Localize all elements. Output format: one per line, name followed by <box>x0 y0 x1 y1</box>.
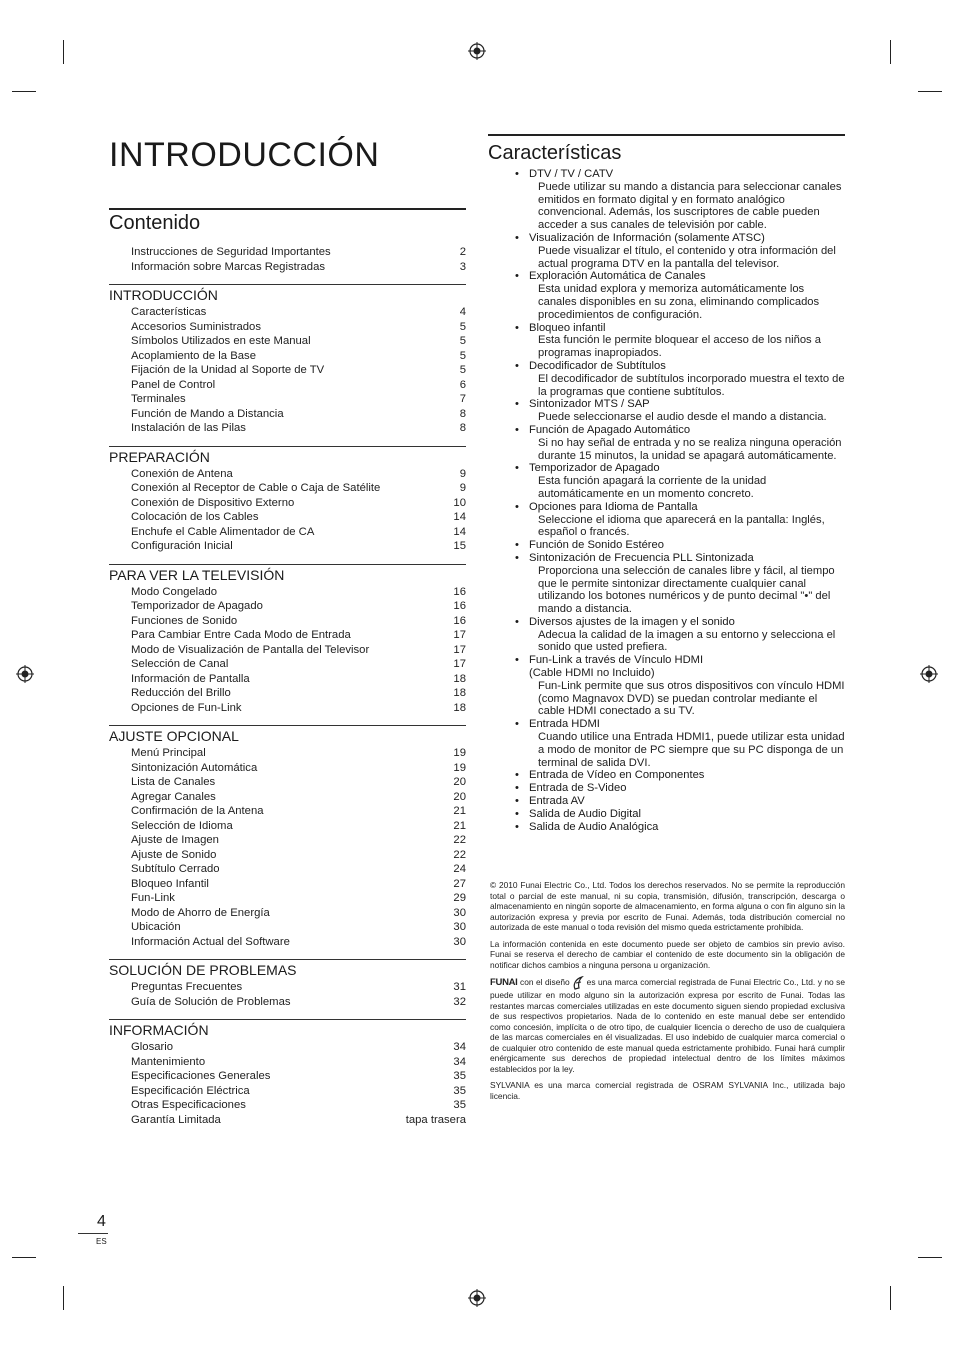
feature-description: Si no hay señal de entrada y no se realiza ninguna operación durante 15 minutos, la unidad se apagará automáticamente. <box>538 436 842 462</box>
toc-row-label: Conexión al Receptor de Cable o Caja de Satélite <box>131 482 381 494</box>
features-section <box>488 134 845 833</box>
crop-mark <box>890 40 891 64</box>
toc-row-page: 30 <box>453 921 466 933</box>
toc-row-page: 16 <box>453 585 466 598</box>
toc-row <box>109 819 466 834</box>
toc-row-label: Características <box>131 306 207 318</box>
feature-title: Salida de Audio Analógica <box>529 820 659 833</box>
toc-row-label: Para Cambiar Entre Cada Modo de Entrada <box>131 629 351 641</box>
legal-notice <box>490 880 845 1107</box>
toc-row <box>109 614 466 629</box>
feature-title: Fun-Link a través de Vínculo HDMI <box>529 654 704 667</box>
features-list <box>488 168 845 833</box>
funai-logo: FUNAI <box>490 977 518 989</box>
bullet-icon: • <box>515 168 519 180</box>
toc-row-label: Especificaciones Generales <box>131 1070 271 1082</box>
toc-row-page: 14 <box>453 525 466 538</box>
page-number: 4 <box>97 1213 106 1230</box>
toc-row-page: 21 <box>453 805 466 817</box>
toc-row <box>109 628 466 643</box>
toc-row-page: 18 <box>453 701 466 714</box>
bullet-icon: • <box>515 359 519 372</box>
feature-title: Visualización de Información (solamente ATSC) <box>529 231 765 244</box>
feature-description: El decodificador de subtítulos incorporado muestra el texto de la programas que contiene subtítulos. <box>538 372 845 398</box>
crop-mark <box>63 40 64 64</box>
toc-row <box>109 421 466 436</box>
toc-row <box>109 320 466 335</box>
toc-row <box>109 467 466 482</box>
feature-item <box>488 322 845 360</box>
toc-row-label: Selección de Canal <box>131 658 229 670</box>
bullet-icon: • <box>515 231 519 244</box>
toc-row <box>109 260 466 275</box>
toc-row <box>109 305 466 320</box>
toc-row-label: Garantía Limitada <box>131 1113 221 1126</box>
toc-row-label: Opciones de Fun-Link <box>131 701 242 714</box>
toc-row <box>109 1069 466 1084</box>
toc-row <box>109 657 466 672</box>
toc-section-title: INTRODUCCIÓN <box>109 284 466 303</box>
toc-section <box>109 959 466 1009</box>
page-number-rule <box>78 1233 108 1234</box>
toc-row <box>109 496 466 511</box>
toc-row-page: 17 <box>453 629 466 641</box>
feature-description: Puede visualizar el título, el contenido y otra información del actual programa DTV en la pantalla del televisor. <box>538 244 836 270</box>
table-of-contents <box>109 208 466 1127</box>
toc-section <box>109 564 466 716</box>
toc-row-page: 32 <box>453 995 466 1008</box>
feature-description: Esta unidad explora y memoriza automáticamente los canales disponibles en su zona, eliminando complicados procedimientos de configuración. <box>538 283 820 321</box>
toc-section <box>109 725 466 949</box>
bullet-icon: • <box>515 718 519 731</box>
bullet-icon: • <box>515 769 519 782</box>
toc-row-page: 3 <box>459 260 466 273</box>
page-title: INTRODUCCIÓN <box>109 136 380 174</box>
toc-heading: Contenido <box>109 208 466 235</box>
toc-section <box>109 1019 466 1127</box>
feature-item <box>488 769 845 782</box>
toc-row-label: Accesorios Suministrados <box>131 320 261 333</box>
registration-mark-icon <box>16 665 34 683</box>
bullet-icon: • <box>515 398 519 411</box>
feature-title: Sintonización de Frecuencia PLL Sintonizada <box>529 551 754 564</box>
bullet-icon: • <box>515 807 519 820</box>
toc-row-label: Panel de Control <box>131 378 216 391</box>
toc-row-label: Confirmación de la Antena <box>131 805 264 817</box>
toc-row <box>109 1098 466 1113</box>
feature-subtitle: (Cable HDMI no Incluido) <box>529 667 655 680</box>
toc-row-label: Acoplamiento de la Base <box>131 349 256 362</box>
feature-description: Esta función apagará la corriente de la unidad automáticamente en un momento concreto. <box>538 475 767 500</box>
feature-item <box>488 168 845 232</box>
toc-row-label: Modo Congelado <box>131 585 218 598</box>
toc-row-label: Mantenimiento <box>131 1055 206 1068</box>
toc-row <box>109 378 466 393</box>
feature-item <box>488 718 845 769</box>
toc-row-page: 30 <box>453 935 466 948</box>
toc-section <box>109 284 466 436</box>
toc-row <box>109 790 466 805</box>
toc-row-page: 19 <box>453 761 466 774</box>
toc-row-page: 35 <box>453 1084 466 1097</box>
bullet-icon: • <box>515 795 519 808</box>
toc-row-label: Modo de Ahorro de Energía <box>131 906 270 919</box>
toc-row-label: Sintonización Automática <box>131 761 258 774</box>
bullet-icon: • <box>515 782 519 795</box>
toc-row <box>109 525 466 540</box>
feature-title: Opciones para Idioma de Pantalla <box>529 500 698 513</box>
toc-section-title: INFORMACIÓN <box>109 1019 466 1038</box>
feature-title: Entrada HDMI <box>529 718 600 731</box>
toc-row-label: Instrucciones de Seguridad Importantes <box>131 246 331 258</box>
bullet-icon: • <box>515 423 519 436</box>
feature-description: Puede seleccionarse el audio desde el mando a distancia. <box>538 411 827 424</box>
toc-row <box>109 701 466 716</box>
toc-row-page: 20 <box>453 776 466 788</box>
toc-row-label: Selección de Idioma <box>131 819 233 832</box>
toc-row-label: Ajuste de Sonido <box>131 848 217 861</box>
toc-row-label: Modo de Visualización de Pantalla del Televisor <box>131 643 370 656</box>
toc-row-page: 35 <box>453 1070 466 1082</box>
toc-row-page: 19 <box>453 747 466 759</box>
crop-mark <box>63 1286 64 1310</box>
bullet-icon: • <box>515 462 519 475</box>
toc-row <box>109 392 466 407</box>
toc-row-page: 31 <box>453 981 466 993</box>
registration-mark-icon <box>468 1289 486 1307</box>
toc-section-title: PARA VER LA TELEVISIÓN <box>109 564 466 583</box>
sylvania-paragraph: SYLVANIA es una marca comercial registrada de OSRAM SYLVANIA Inc., utilizada bajo licencia. <box>490 1080 845 1101</box>
feature-item <box>488 782 845 795</box>
toc-row-label: Fijación de la Unidad al Soporte de TV <box>131 364 325 376</box>
feature-description: Fun-Link permite que sus otros dispositivos con vínculo HDMI (como Magnavox DVD) se puedan controlar mediante el cable HDMI conectado a su TV. <box>538 679 845 718</box>
toc-row <box>109 1055 466 1070</box>
toc-row <box>109 804 466 819</box>
toc-row <box>109 672 466 687</box>
toc-row <box>109 1113 466 1128</box>
toc-row-page: 5 <box>459 364 466 376</box>
toc-row-label: Lista de Canales <box>131 776 216 788</box>
feature-title: Diversos ajustes de la imagen y el sonido <box>529 615 735 628</box>
feature-title: Función de Sonido Estéreo <box>529 539 664 552</box>
bullet-icon: • <box>515 270 519 283</box>
toc-row <box>109 245 466 260</box>
toc-row <box>109 1040 466 1055</box>
toc-row-label: Enchufe el Cable Alimentador de CA <box>131 525 315 538</box>
toc-row-page: 29 <box>453 892 466 904</box>
toc-row-label: Temporizador de Apagado <box>131 600 263 612</box>
feature-description: Esta función le permite bloquear el acceso de los niños a programas inapropiados. <box>538 334 821 360</box>
toc-row <box>109 833 466 848</box>
toc-row-page: 2 <box>459 246 466 258</box>
feature-title: Sintonizador MTS / SAP <box>529 398 650 411</box>
toc-row-label: Ajuste de Imagen <box>131 834 219 846</box>
toc-row-label: Información sobre Marcas Registradas <box>131 260 326 273</box>
registration-mark-icon <box>920 665 938 683</box>
toc-row-label: Información de Pantalla <box>131 672 250 685</box>
feature-item <box>488 808 845 821</box>
toc-row <box>109 334 466 349</box>
toc-row-page: 8 <box>459 407 466 420</box>
feature-item <box>488 424 845 462</box>
feature-title: Exploración Automática de Canales <box>529 270 706 283</box>
feature-title: Entrada AV <box>529 795 585 808</box>
toc-row-page: 17 <box>453 643 466 656</box>
toc-row-label: Reducción del Brillo <box>131 687 231 699</box>
toc-row-label: Función de Mando a Distancia <box>131 407 284 420</box>
feature-item <box>488 462 845 500</box>
toc-row <box>109 599 466 614</box>
toc-row <box>109 920 466 935</box>
bullet-icon: • <box>515 539 519 552</box>
toc-row-page: 9 <box>459 482 466 494</box>
crop-mark <box>12 91 36 92</box>
toc-row-page: 35 <box>453 1099 466 1111</box>
toc-row-page: tapa trasera <box>405 1113 466 1126</box>
toc-row-label: Símbolos Utilizados en este Manual <box>131 335 311 347</box>
registration-mark-icon <box>468 42 486 60</box>
toc-row-label: Agregar Canales <box>131 790 216 803</box>
toc-row-label: Información Actual del Software <box>131 935 290 948</box>
toc-row-label: Preguntas Frecuentes <box>131 981 243 993</box>
toc-row-page: 4 <box>459 306 466 318</box>
toc-row <box>109 510 466 525</box>
toc-row-label: Instalación de las Pilas <box>131 422 246 434</box>
toc-row <box>109 935 466 950</box>
feature-title: Entrada de S-Video <box>529 782 627 795</box>
toc-section-title: SOLUCIÓN DE PROBLEMAS <box>109 959 466 978</box>
feature-item <box>488 501 845 539</box>
toc-row <box>109 349 466 364</box>
crop-mark <box>918 91 942 92</box>
toc-row <box>109 862 466 877</box>
toc-row-page: 20 <box>453 790 466 803</box>
toc-row <box>109 1084 466 1099</box>
toc-row-label: Subtítulo Cerrado <box>131 863 220 875</box>
feature-item <box>488 552 845 616</box>
toc-row <box>109 995 466 1010</box>
toc-row-label: Funciones de Sonido <box>131 614 238 627</box>
feature-item <box>488 270 845 321</box>
feature-title: Bloqueo infantil <box>529 321 606 334</box>
toc-row <box>109 877 466 892</box>
toc-row-label: Bloqueo Infantil <box>131 877 209 890</box>
toc-section-title: PREPARACIÓN <box>109 446 466 465</box>
toc-row <box>109 848 466 863</box>
bullet-icon: • <box>515 654 519 667</box>
feature-description: Proporciona una selección de canales libre y fácil, al tiempo que le permite sintonizar directamente cualquier canal utilizando los botones numéricos y de punto decimal "•" del mando a distancia. <box>538 564 835 616</box>
toc-row <box>109 686 466 701</box>
toc-row <box>109 407 466 422</box>
language-code: ES <box>96 1237 107 1246</box>
toc-row <box>109 363 466 378</box>
toc-row <box>109 891 466 906</box>
trademark-paragraph <box>490 976 845 1074</box>
toc-row-page: 5 <box>459 349 466 362</box>
toc-row <box>109 906 466 921</box>
toc-row-page: 34 <box>453 1055 466 1068</box>
crop-mark <box>918 1257 942 1258</box>
toc-row <box>109 481 466 496</box>
toc-row-page: 18 <box>453 672 466 685</box>
trademark-text-a: con el diseño <box>520 977 570 988</box>
toc-row-page: 27 <box>453 877 466 890</box>
toc-row-label: Glosario <box>131 1041 174 1053</box>
feature-description: Cuando utilice una Entrada HDMI1, puede utilizar esta unidad a modo de monitor de PC siempre que su PC disponga de un terminal de salida DVI. <box>538 731 845 769</box>
toc-sections <box>109 284 466 1127</box>
toc-row-page: 30 <box>453 906 466 919</box>
toc-row-page: 6 <box>459 378 466 391</box>
funai-design-mark-icon <box>572 976 584 990</box>
toc-row-label: Especificación Eléctrica <box>131 1084 250 1097</box>
toc-row-page: 14 <box>453 511 466 523</box>
toc-row <box>109 775 466 790</box>
toc-row-page: 16 <box>453 600 466 612</box>
toc-row-page: 22 <box>453 848 466 861</box>
toc-row-page: 15 <box>453 540 466 552</box>
feature-item <box>488 232 845 270</box>
toc-row-page: 34 <box>453 1041 466 1053</box>
toc-row <box>109 761 466 776</box>
toc-row-label: Ubicación <box>131 921 181 933</box>
notice-paragraph: La información contenida en este documento puede ser objeto de cambios sin previo aviso. Funai se reserva el derecho de cambiar el contenido de este documento sin la obligación de notificar dichos cambios a ninguna persona u organización. <box>490 938 845 970</box>
copyright-paragraph: © 2010 Funai Electric Co., Ltd. Todos los derechos reservados. No se permite la reproducción total o parcial de este manual, ni su copia, transmisión, difusión, transcripción, descarga o almacenamiento en ningún soporte de almacenamiento, en forma alguna o con fin alguno sin la autorización expresa y previa por escrito de Funai. Además, toda distribución comercial no autorizada de este manual o toda revisión del mismo queda estrictamente prohibida. <box>490 880 845 932</box>
feature-item <box>488 360 845 398</box>
feature-item <box>488 795 845 808</box>
bullet-icon: • <box>515 615 519 628</box>
bullet-icon: • <box>515 551 519 564</box>
toc-row-page: 7 <box>459 393 466 405</box>
toc-section-title: AJUSTE OPCIONAL <box>109 725 466 744</box>
feature-item <box>488 654 845 718</box>
feature-description: Adecua la calidad de la imagen a su entorno y selecciona el sonido que usted prefiera. <box>538 628 836 654</box>
trademark-text-b: es una marca comercial registrada de Funai Electric Co., Ltd. y no se puede utilizar en modo alguno sin la autorización expresa por escrito de Funai. Todas las restantes marcas comerciales utilizadas en este documento siguen siendo propiedad exclusiva de sus respectivos propietarios. Nada de lo contenido en este manual debe ser entendido como concesión, implícita o de otro tipo, de cualquier licencia o derecho de uso de cualquiera de las marcas comerciales en él visualizadas. El uso indebido de cualquier marca comercial o de cualquier otro contenido de este manual queda estrictamente prohibido. Funai hará cumplir enérgicamente sus derechos de propiedad intelectual dentro de los límites máximos establecidos por la ley. <box>490 977 846 1074</box>
toc-row-page: 17 <box>453 658 466 670</box>
toc-row-label: Otras Especificaciones <box>131 1099 246 1111</box>
feature-item <box>488 616 845 654</box>
feature-item <box>488 821 845 834</box>
toc-row-label: Terminales <box>131 393 186 405</box>
toc-row-page: 16 <box>453 614 466 627</box>
toc-row <box>109 746 466 761</box>
bullet-icon: • <box>515 820 519 833</box>
toc-row-page: 5 <box>459 335 466 347</box>
toc-row-label: Configuración Inicial <box>131 540 233 552</box>
toc-row-label: Menú Principal <box>131 747 206 759</box>
feature-title: Entrada de Vídeo en Componentes <box>529 769 705 782</box>
crop-mark <box>890 1286 891 1310</box>
feature-item <box>488 539 845 552</box>
toc-intro-list <box>109 245 466 274</box>
toc-row-page: 5 <box>459 320 466 333</box>
feature-description: Seleccione el idioma que aparecerá en la pantalla: Inglés, español o francés. <box>538 513 825 539</box>
toc-row <box>109 539 466 554</box>
toc-row <box>109 980 466 995</box>
features-heading: Características <box>488 134 845 165</box>
toc-row <box>109 585 466 600</box>
feature-title: Función de Apagado Automático <box>529 423 691 436</box>
toc-row-label: Guía de Solución de Problemas <box>131 995 291 1008</box>
toc-row-page: 10 <box>453 496 466 509</box>
toc-row-label: Conexión de Dispositivo Externo <box>131 496 295 509</box>
toc-row-page: 9 <box>459 467 466 480</box>
feature-title: DTV / TV / CATV <box>529 168 614 180</box>
toc-row-label: Conexión de Antena <box>131 467 233 480</box>
feature-item <box>488 398 845 424</box>
toc-section <box>109 446 466 554</box>
bullet-icon: • <box>515 321 519 334</box>
toc-row-page: 21 <box>453 819 466 832</box>
toc-row-label: Fun-Link <box>131 892 175 904</box>
feature-title: Salida de Audio Digital <box>529 807 641 820</box>
feature-title: Temporizador de Apagado <box>529 462 660 475</box>
feature-title: Decodificador de Subtítulos <box>529 359 666 372</box>
bullet-icon: • <box>515 500 519 513</box>
toc-row-page: 18 <box>453 687 466 699</box>
toc-row <box>109 643 466 658</box>
toc-row-page: 8 <box>459 422 466 434</box>
toc-row-page: 24 <box>453 863 466 875</box>
toc-row-page: 22 <box>453 834 466 846</box>
crop-mark <box>12 1257 36 1258</box>
feature-description: Puede utilizar su mando a distancia para seleccionar canales emitidos en formato digital y en formato analógico convencional. Además, los suscriptores de cable pueden acceder a sus canales de televisión por cable. <box>538 180 842 232</box>
toc-row-label: Colocación de los Cables <box>131 511 259 523</box>
